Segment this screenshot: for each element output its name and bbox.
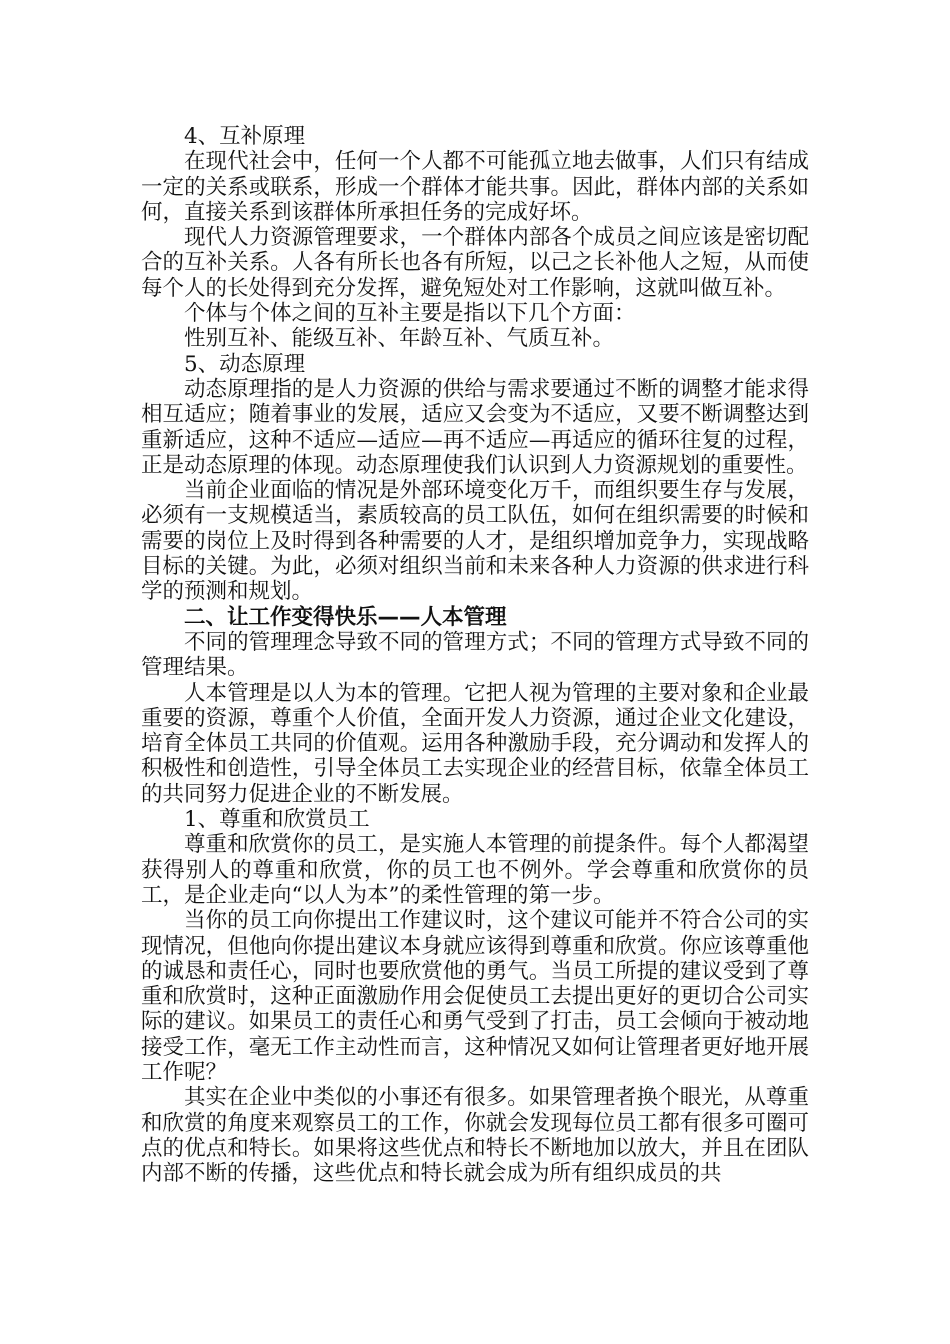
- paragraph: 当前企业面临的情况是外部环境变化万千，而组织要生存与发展，必须有一支规模适当，素质较高的员工队伍，如何在组织需要的时候和需要的岗位上及时得到各种需要的人才，是组织增加竞争力，实现战略目标的关键。为此，必须对组织当前和未来各种人力资源的供求进行科学的预测和规划。: [141, 478, 809, 605]
- section-heading-dynamic: 5、动态原理: [184, 351, 306, 377]
- paragraph: 尊重和欣赏你的员工，是实施人本管理的前提条件。每个人都渴望获得别人的尊重和欣赏，你的员工也不例外。学会尊重和欣赏你的员工，是企业走向“以人为本”的柔性管理的第一步。: [141, 832, 809, 908]
- paragraph: 当你的员工向你提出工作建议时，这个建议可能并不符合公司的实现情况，但他向你提出建议本身就应该得到尊重和欣赏。你应该尊重他的诚恳和责任心，同时也要欣赏他的勇气。当员工所提的建议受到了尊重和欣赏时，这种正面激励作用会促使员工去提出更好的更切合公司实际的建议。如果员工的责任心和勇气受到了打击，员工会倾向于被动地接受工作，毫无工作主动性而言，这种情况又如何让管理者更好地开展工作呢？: [141, 908, 809, 1085]
- paragraph: 人本管理是以人为本的管理。它把人视为管理的主要对象和企业最重要的资源，尊重个人价值，全面开发人力资源，通过企业文化建设，培育全体员工共同的价值观。运用各种激励手段，充分调动和发挥人的积极性和创造性，引导全体员工去实现企业的经营目标，依靠全体员工的共同努力促进企业的不断发展。: [141, 680, 809, 807]
- paragraph: 动态原理指的是人力资源的供给与需求要通过不断的调整才能求得相互适应；随着事业的发展，适应又会变为不适应，又要不断调整达到重新适应，这种不适应—适应—再不适应—再适应的循环往复的过程，正是动态原理的体现。动态原理使我们认识到人力资源规划的重要性。: [141, 376, 809, 478]
- section-heading-respect: 1、尊重和欣赏员工: [184, 807, 370, 833]
- paragraph: 个体与个体之间的互补主要是指以下几个方面：: [184, 301, 636, 327]
- paragraph: 在现代社会中，任何一个人都不可能孤立地去做事，人们只有结成一定的关系或联系，形成一个群体才能共事。因此，群体内部的关系如何，直接关系到该群体所承担任务的完成好坏。: [141, 149, 809, 225]
- paragraph: 其实在企业中类似的小事还有很多。如果管理者换个眼光，从尊重和欣赏的角度来观察员工的工作，你就会发现每位员工都有很多可圈可点的优点和特长。如果将这些优点和特长不断地加以放大，并且在团队内部不断的传播，这些优点和特长就会成为所有组织成员的共: [141, 1085, 809, 1187]
- paragraph: 不同的管理理念导致不同的管理方式；不同的管理方式导致不同的管理结果。: [141, 629, 809, 681]
- paragraph: 现代人力资源管理要求，一个群体内部各个成员之间应该是密切配合的互补关系。人各有所长也各有所短，以己之长补他人之短，从而使每个人的长处得到充分发挥，避免短处对工作影响，这就叫做互补。: [141, 225, 809, 301]
- paragraph: 性别互补、能级互补、年龄互补、气质互补。: [184, 326, 615, 352]
- section-heading-complementary: 4、互补原理: [184, 124, 306, 149]
- chapter-heading: 二、让工作变得快乐——人本管理: [184, 604, 507, 630]
- document-body: [141, 124, 809, 1186]
